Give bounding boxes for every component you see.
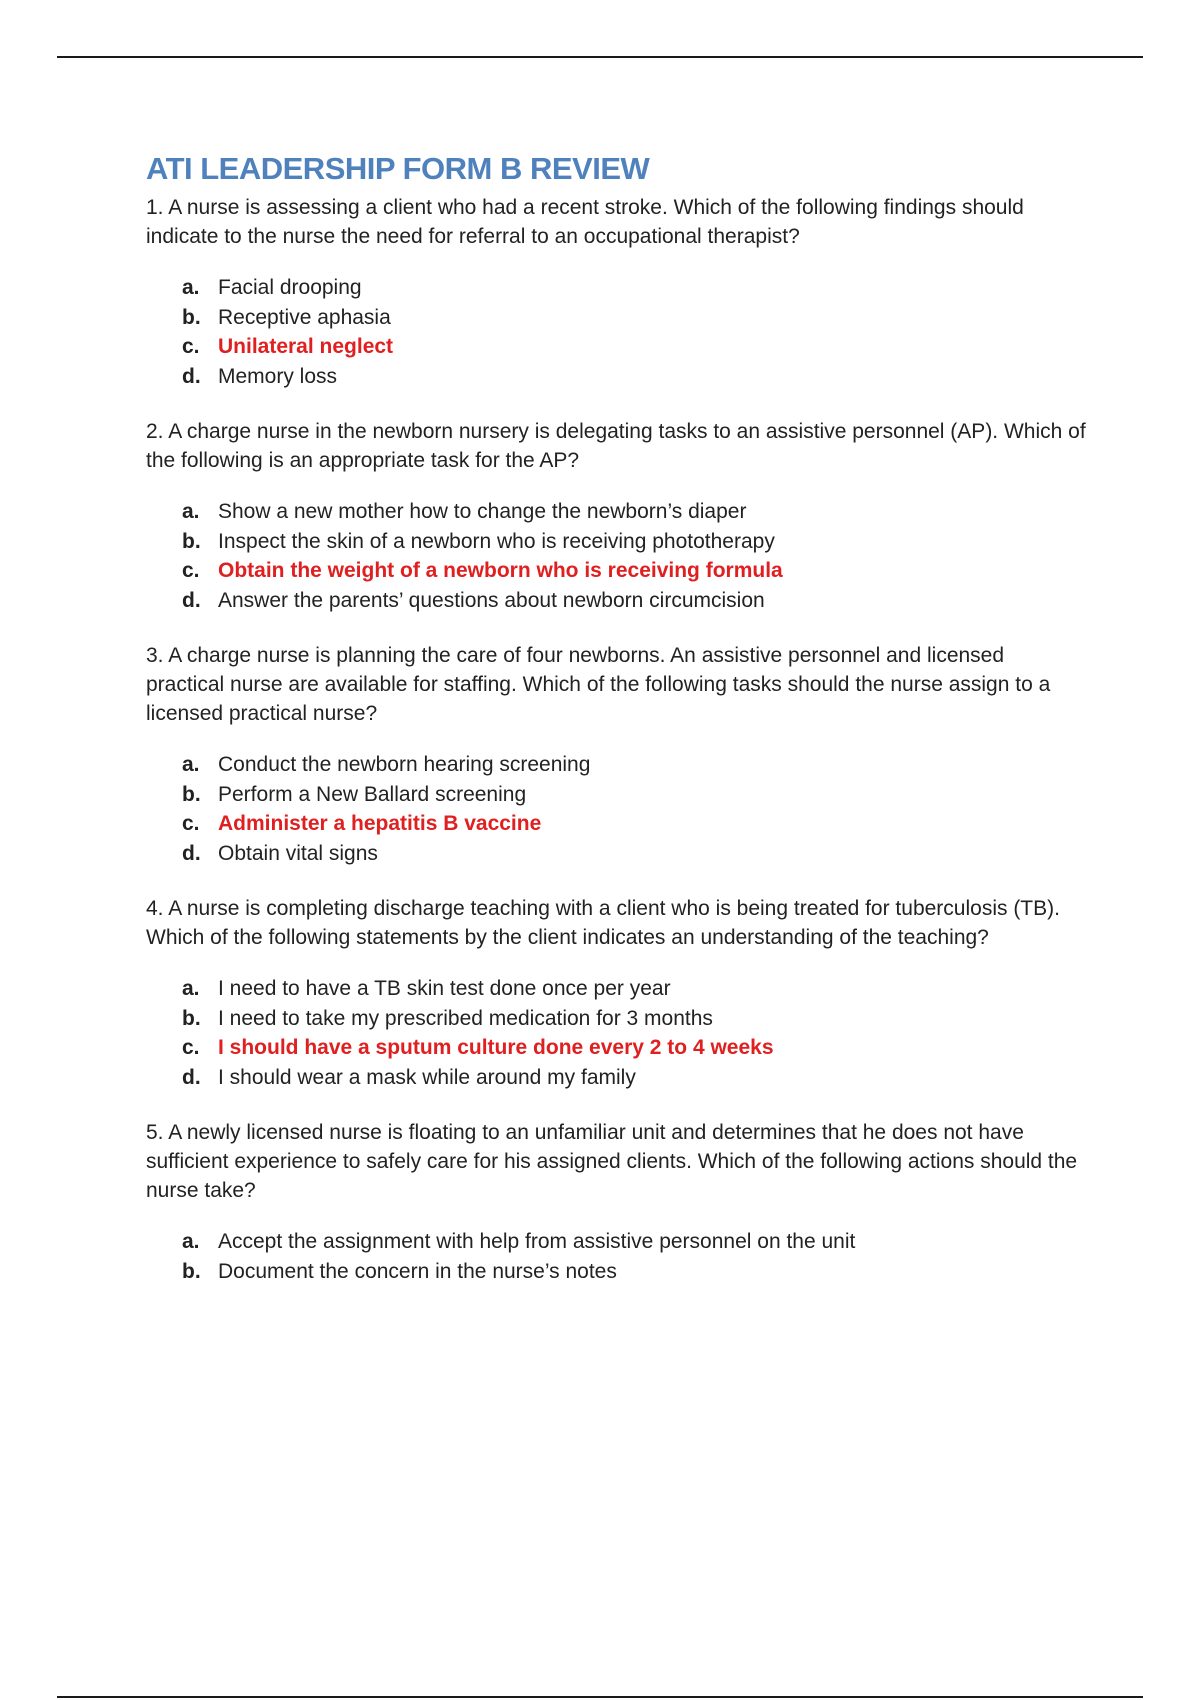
option-text: Unilateral neglect [218,335,394,359]
option-a [182,1227,1086,1257]
question-3 [146,641,1086,868]
option-letter: a. [182,1230,200,1254]
option-letter: c. [182,812,200,836]
option-text: Memory loss [218,364,338,388]
question-stem: 5. A newly licensed nurse is floating to an unfamiliar unit and determines that he does not have sufficient experience to safely care for his assigned clients. Which of the following actions should the nurse take? [146,1121,1078,1203]
header-rule [57,56,1143,58]
option-letter: b. [182,782,201,806]
option-letter: d. [182,1065,201,1089]
option-text: Administer a hepatitis B vaccine [218,812,542,836]
option-b [182,1257,1086,1287]
option-letter: b. [182,1259,201,1283]
option-d [182,362,1086,392]
option-b [182,303,1086,333]
option-b [182,1004,1086,1034]
option-text: I should have a sputum culture done every 2 to 4 weeks [218,1036,774,1060]
option-text: Obtain vital signs [218,841,378,865]
option-d [182,1063,1086,1093]
document-title: ATI LEADERSHIP FORM B REVIEW [146,151,650,186]
option-text: I should wear a mask while around my family [218,1065,636,1089]
document-body [146,150,1086,1312]
option-c-correct-answer [182,556,1086,586]
option-text: Inspect the skin of a newborn who is receiving phototherapy [218,529,775,553]
question-stem: 2. A charge nurse in the newborn nursery is delegating tasks to an assistive personnel (AP). Which of the following is an appropriate task for the AP? [146,420,1086,473]
option-d [182,839,1086,869]
question-2 [146,417,1086,615]
option-letter: d. [182,364,201,388]
option-text: Show a new mother how to change the newborn’s diaper [218,500,747,524]
option-list [146,750,1086,868]
option-text: Accept the assignment with help from assistive personnel on the unit [218,1230,856,1254]
option-a [182,974,1086,1004]
option-list [146,497,1086,615]
option-letter: a. [182,753,200,777]
option-letter: b. [182,305,201,329]
question-4 [146,894,1086,1092]
question-5 [146,1118,1086,1286]
option-c-correct-answer [182,1033,1086,1063]
option-a [182,273,1086,303]
option-letter: c. [182,1036,200,1060]
option-letter: b. [182,1006,201,1030]
footer-rule [57,1696,1143,1698]
option-list [146,1227,1086,1286]
option-text: Perform a New Ballard screening [218,782,527,806]
option-a [182,750,1086,780]
option-a [182,497,1086,527]
option-b [182,527,1086,557]
option-text: Receptive aphasia [218,305,391,329]
option-letter: a. [182,276,200,300]
option-letter: a. [182,977,200,1001]
option-text: Facial drooping [218,276,362,300]
option-text: I need to have a TB skin test done once per year [218,977,671,1001]
option-text: Document the concern in the nurse’s notes [218,1259,617,1283]
option-d [182,586,1086,616]
option-text: Conduct the newborn hearing screening [218,753,591,777]
option-letter: c. [182,559,200,583]
option-letter: c. [182,335,200,359]
option-b [182,780,1086,810]
option-text: I need to take my prescribed medication for 3 months [218,1006,713,1030]
question-1 [146,193,1086,391]
option-list [146,273,1086,391]
question-stem: 3. A charge nurse is planning the care of four newborns. An assistive personnel and licensed practical nurse are available for staffing. Which of the following tasks should the nurse assign to a licensed practical nurse? [146,644,1051,726]
option-c-correct-answer [182,332,1086,362]
option-list [146,974,1086,1092]
option-letter: b. [182,529,201,553]
option-text: Obtain the weight of a newborn who is receiving formula [218,559,783,583]
option-c-correct-answer [182,809,1086,839]
option-letter: d. [182,841,201,865]
option-letter: d. [182,588,201,612]
option-letter: a. [182,500,200,524]
option-text: Answer the parents’ questions about newborn circumcision [218,588,765,612]
question-stem: 4. A nurse is completing discharge teaching with a client who is being treated for tuberculosis (TB). Which of the following statements by the client indicates an understanding of the teaching? [146,897,1060,950]
question-stem: 1. A nurse is assessing a client who had a recent stroke. Which of the following findings should indicate to the nurse the need for referral to an occupational therapist? [146,196,1024,249]
